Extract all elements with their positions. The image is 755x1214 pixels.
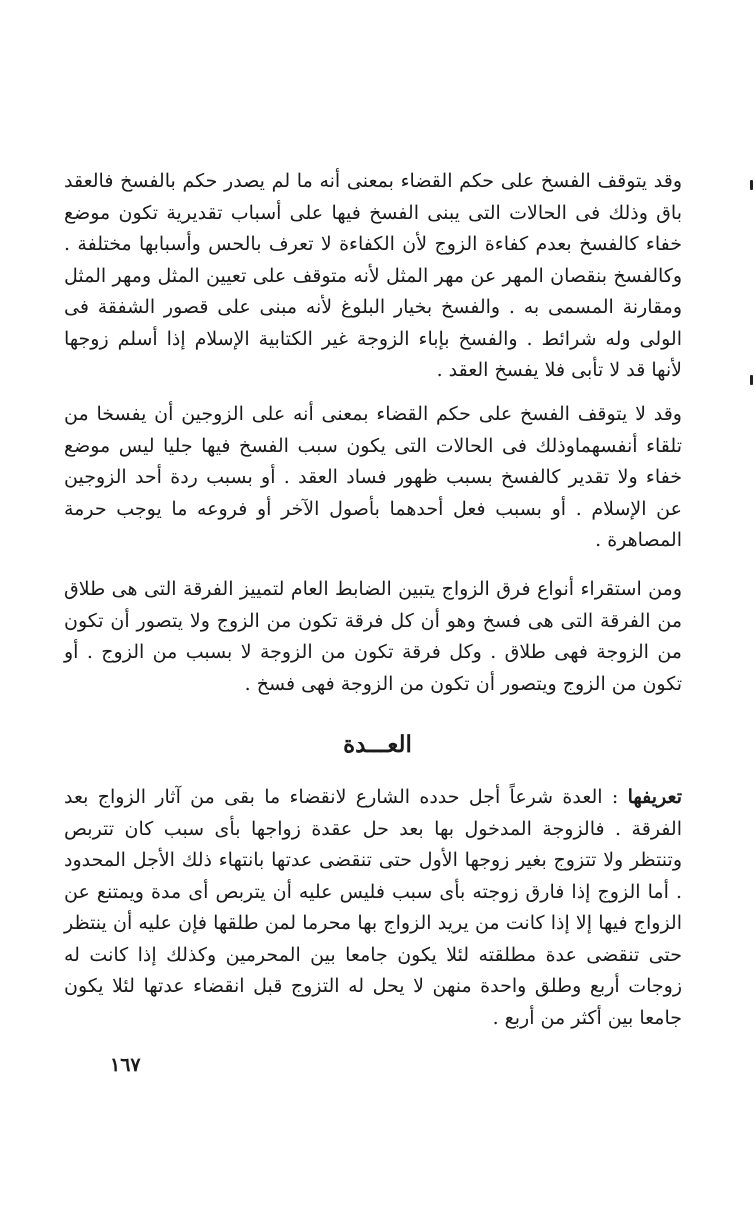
paragraph-text: وقد يتوقف الفسخ على حكم القضاء بمعنى أنه ما لم يصدر حكم بالفسخ فالعقد باق وذلك فى الحالات التى يبنى الفسخ فيها على أسباب تقديرية تكون موضع خفاء كالفسخ بعدم كفاءة الزوج لأن الكفاءة لا تعرف بالحس وأسبابها مختلفة . وكالفسخ بنقصان المهر عن مهر المثل لأنه متوقف على تعيين المثل ومهر المثل ومقارنة المسمى به . والفسخ بخيار البلوغ لأنه مبنى على قصور الشفقة فى الولى وله شرائط . والفسخ بإباء الزوجة غير الكتابية الإسلام إذا أسلم زوجها لأنها قد لا تأبى فلا يفسخ العقد . bbox=[64, 170, 682, 381]
margin-mark bbox=[750, 180, 753, 190]
paragraph-judicial-annulment bbox=[64, 166, 682, 387]
page-number: ١٦٧ bbox=[110, 1054, 141, 1076]
definition-text: : العدة شرعاً أجل حدده الشارع لانقضاء ما بقى من آثار الزواج بعد الفرقة . فالزوجة المدخول بها بعد حل عقدة زواجها بأى سبب كان تتربص وتنتظر ولا تتزوج بغير زوجها الأول حتى تنقضى عدتها بانتهاء ذلك الأجل المحدود . أما الزوج إذا فارق زوجته بأى سبب فليس عليه أن يتربص أى مدة ويمتنع عن الزواج فيها إلا إذا كانت من يريد الزواج بها محرما لمن طلقها فإن عليه أن ينتظر حتى تنقضى عدة مطلقته لئلا يكون جامعا بين المحرمين وكذلك إذا كانت له زوجات أربع وطلق واحدة منهن لا يحل له التزوج قبل انقضاء عدتها لئلا يكون جامعا بين أكثر من أربع . bbox=[64, 786, 682, 1029]
section-heading: العـــدة bbox=[343, 731, 412, 758]
paragraph-text: ومن استقراء أنواع فرق الزواج يتبين الضابط العام لتمييز الفرقة التى هى طلاق من الفرقة التى هى فسخ وهو أن كل فرقة تكون من الزوج ولا يتصور أن تكون من الزوجة فهى طلاق . وكل فرقة تكون من الزوجة لا بسبب من الزوج . أو تكون من الزوج ويتصور أن تكون من الزوجة فهى فسخ . bbox=[64, 578, 682, 695]
paragraph-self-annulment bbox=[64, 399, 682, 557]
definition-paragraph bbox=[64, 782, 682, 1034]
paragraph-general-rule bbox=[64, 574, 682, 700]
paragraph-definition bbox=[64, 782, 682, 1034]
margin-mark bbox=[750, 375, 753, 385]
paragraph-text: وقد لا يتوقف الفسخ على حكم القضاء بمعنى أنه على الزوجين أن يفسخا من تلقاء أنفسهماوذلك فى الحالات التى يكون سبب الفسخ فيها جليا ليس موضع خفاء ولا تقدير كالفسخ بسبب ظهور فساد العقد . أو بسبب ردة أحد الزوجين عن الإسلام . أو بسبب فعل أحدهما بأصول الآخر أو فروعه ما يوجب حرمة المصاهرة . bbox=[64, 403, 682, 551]
definition-label: تعريفها bbox=[627, 786, 682, 808]
